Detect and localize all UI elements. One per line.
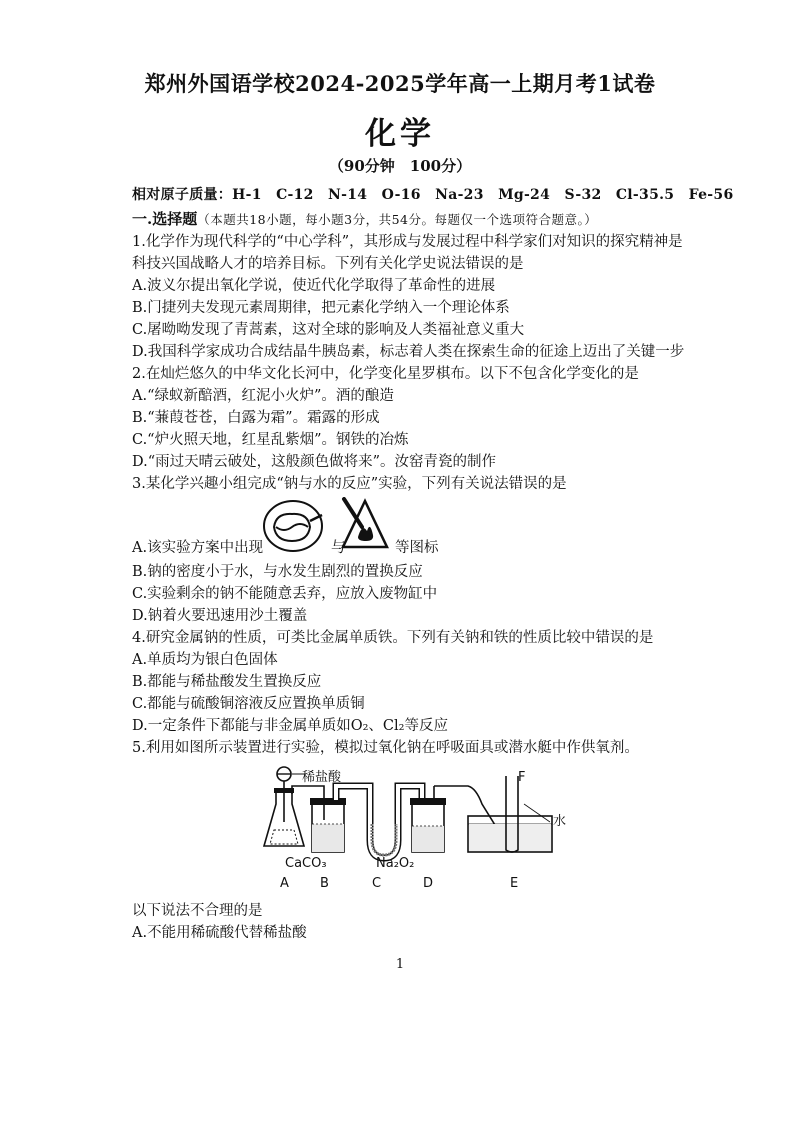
q1-option-a: A.波义尔提出氧化学说，使近代化学取得了革命性的进展	[132, 278, 496, 294]
q2-option-d: D.“雨过天晴云破处，这般颜色做将来”。汝窑青瓷的制作	[132, 454, 497, 470]
q3-stem: 3.某化学兴趣小组完成“钠与水的反应”实验，下列有关说法错误的是	[132, 476, 567, 492]
time-score: （90分钟 100分）	[328, 157, 472, 175]
page-number: 1	[395, 957, 405, 972]
q1-option-b: B.门捷列夫发现元素周期律，把元素化学纳入一个理论体系	[132, 300, 510, 316]
label-e: E	[510, 876, 519, 891]
q4-option-a: A.单质均为银白色固体	[132, 652, 278, 668]
label-c: C	[372, 876, 382, 891]
exam-title: 郑州外国语学校2024-2025学年高一上期月考1试卷	[144, 71, 656, 96]
section-heading	[132, 208, 597, 229]
q3-option-a-mid: 与	[331, 540, 346, 556]
q3-option-d: D.钠着火要迅速用沙土覆盖	[132, 608, 308, 624]
caco3-label: CaCO₃	[285, 856, 327, 871]
q2-option-c: C.“炉火照天地，红星乱紫烟”。钢铁的冶炼	[132, 432, 409, 448]
section-title: 一.选择题	[132, 210, 198, 228]
water-label: 水	[553, 814, 567, 829]
q4-option-b: B.都能与稀盐酸发生置换反应	[132, 674, 322, 690]
q3-option-b: B.钠的密度小于水，与水发生剧烈的置换反应	[132, 564, 423, 580]
section-note: （本题共18小题，每小题3分，共54分。每题仅一个选项符合题意。）	[197, 212, 598, 227]
q3-option-a-before: A.该实验方案中出现	[132, 540, 264, 556]
q1-option-d: D.我国科学家成功合成结晶牛胰岛素，标志着人类在探索生命的征途上迈出了关键一步	[132, 344, 685, 360]
q3-option-a-after: 等图标	[395, 540, 439, 556]
q4-option-c: C.都能与硫酸铜溶液反应置换单质铜	[132, 696, 365, 712]
heating-icon	[262, 497, 328, 555]
na2o2-label: Na₂O₂	[376, 856, 415, 871]
q5-stem: 5.利用如图所示装置进行实验，模拟过氧化钠在呼吸面具或潜水艇中作供氧剂。	[132, 740, 639, 756]
q5-sub: 以下说法不合理的是	[132, 903, 263, 919]
q5-option-a: A.不能用稀硫酸代替稀盐酸	[132, 925, 307, 941]
atomic-masses: 相对原子质量：H-1 C-12 N-14 O-16 Na-23 Mg-24 S-32 Cl-35.5 Fe-56	[132, 187, 734, 203]
q4-stem: 4.研究金属钠的性质，可类比金属单质铁。下列有关钠和铁的性质比较中错误的是	[132, 630, 654, 646]
acid-label: 稀盐酸	[302, 770, 342, 785]
q1-stem-1: 1.化学作为现代科学的“中心学科”，其形成与发展过程中科学家们对知识的探究精神是	[132, 234, 683, 250]
q1-stem-2: 科技兴国战略人才的培养目标。下列有关化学史说法错误的是	[132, 256, 524, 272]
f-label: F	[518, 770, 526, 785]
q3-option-c: C.实验剩余的钠不能随意丢弃，应放入废物缸中	[132, 586, 438, 602]
q4-option-d: D.一定条件下都能与非金属单质如O₂、Cl₂等反应	[132, 718, 448, 734]
q1-option-c: C.屠呦呦发现了青蒿素，这对全球的影响及人类福祉意义重大	[132, 322, 525, 338]
q2-option-b: B.“蒹葭苍苍，白露为霜”。霜露的形成	[132, 410, 380, 426]
subject-title: 化学	[365, 116, 435, 152]
q2-option-a: A.“绿蚁新醅酒，红泥小火炉”。酒的酿造	[132, 388, 394, 404]
q2-stem: 2.在灿烂悠久的中华文化长河中，化学变化星罗棋布。以下不包含化学变化的是	[132, 366, 639, 382]
flammable-icon	[340, 497, 390, 553]
label-d: D	[423, 876, 434, 891]
label-b: B	[320, 876, 329, 891]
label-a: A	[280, 876, 289, 891]
